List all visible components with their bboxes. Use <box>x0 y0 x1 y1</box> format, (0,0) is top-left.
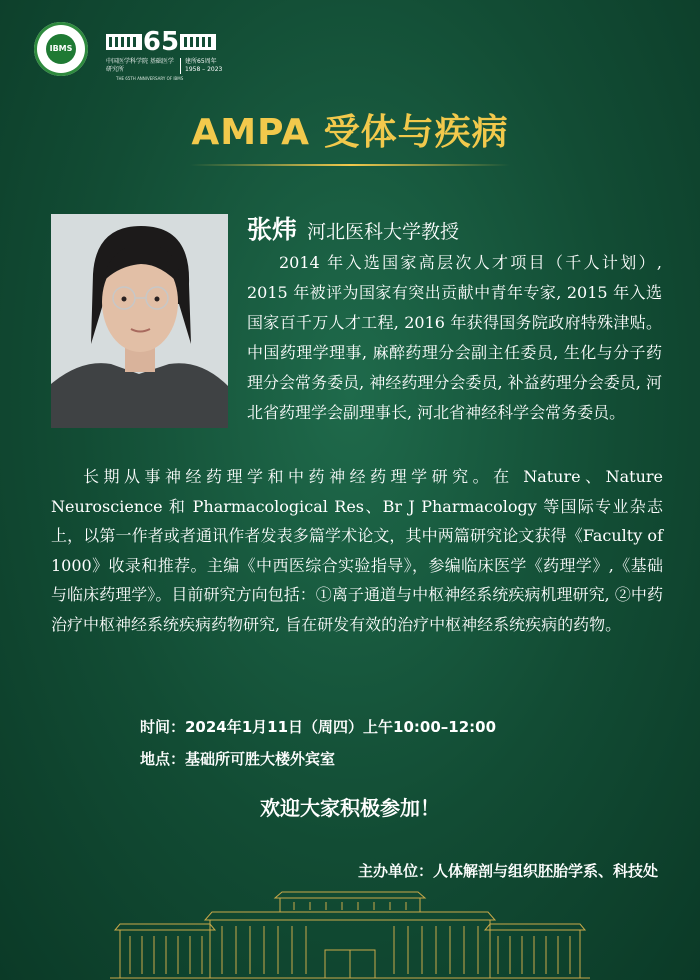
poster-title: AMPA 受体与疾病 <box>191 112 509 153</box>
anniversary-years: 1958 – 2023 <box>185 66 223 73</box>
event-time: 时间：2024年1月11日（周四）上午10:00–12:00 <box>140 718 497 736</box>
speaker-heading <box>247 210 459 246</box>
speaker-affiliation: 河北医科大学教授 <box>307 221 460 243</box>
ibms-seal-logo <box>34 22 88 76</box>
event-place: 地点：基础所可胜大楼外宾室 <box>140 750 336 768</box>
speaker-bio-honors: 2014 年入选国家高层次人才项目（千人计划）, 2015 年被评为国家有突出贡献中青年专家, 2015 年入选国家百千万人才工程, 2016 年获得国务院政府特殊津贴。中国药理学理事, 麻醉药理分会副主任委员, 生化与分子药理分会常务委员, 神经药理分会委员, 补益药理分会委员, 河北省药理学会副理事长, 河北省神经科学会常务委员。 <box>247 253 662 422</box>
building-illustration <box>110 890 590 980</box>
speaker-bio-research: 长期从事神经药理学和中药神经药理学研究。在 Nature、Nature Neuroscience 和 Pharmacological Res、Br J Pharmacology 等国际专业杂志上，以第一作者或者通讯作者发表多篇学术论文，其中两篇研究论文获得《Faculty of 1000》收录和推荐。主编《中西医综合实验指导》，参编临床医学《药理学》,《基础与临床药理学》。目前研究方向包括：①离子通道与中枢神经系统疾病机理研究, ②中药治疗中枢神经系统疾病药物研究, 旨在研发有效的治疗中枢神经系统疾病的药物。 <box>51 467 663 634</box>
welcome-message: 欢迎大家积极参加！ <box>260 796 440 820</box>
speaker-photo <box>51 214 228 428</box>
anniversary-english: THE 65TH ANNIVERSARY OF IBMS <box>116 76 184 81</box>
building-65-icon <box>106 26 216 52</box>
speaker-name: 张炜 <box>247 215 298 244</box>
seal-center: IBMS <box>46 34 76 64</box>
anniversary-text <box>180 58 222 74</box>
header <box>0 0 700 90</box>
organizer-line: 主办单位：人体解剖与组织胚胎学系、科技处 <box>357 862 658 880</box>
anniversary-logo <box>106 26 226 82</box>
portrait-image <box>51 214 228 428</box>
anniversary-label: 建所65周年 <box>185 58 217 65</box>
institute-name: 中国医学科学院 基础医学研究所 <box>106 58 174 73</box>
svg-text:65: 65 <box>142 27 180 52</box>
title-underline <box>190 164 510 166</box>
